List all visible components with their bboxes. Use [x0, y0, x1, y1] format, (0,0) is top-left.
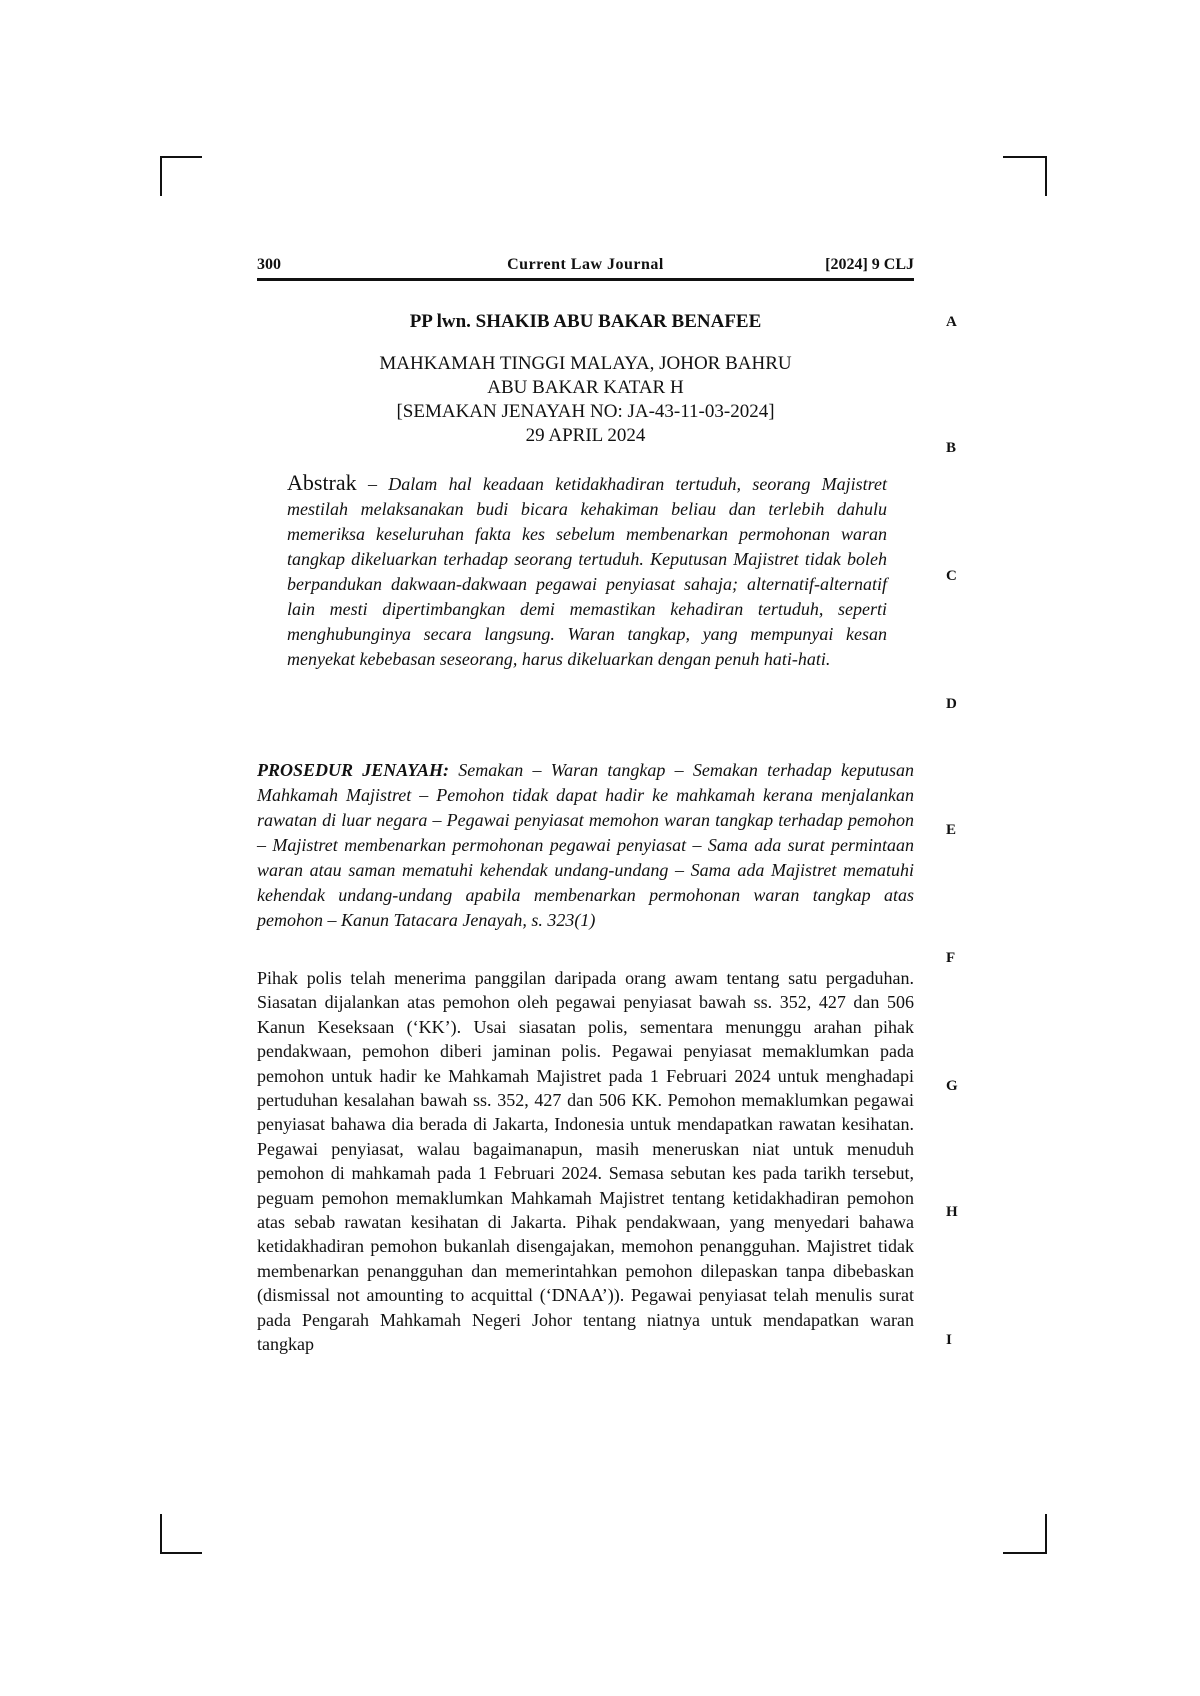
- judge-name: ABU BAKAR KATAR H: [487, 377, 684, 398]
- court-name: MAHKAMAH TINGGI MALAYA, JOHOR BAHRU: [379, 353, 792, 374]
- journal-citation: [2024] 9 CLJ: [825, 256, 914, 273]
- decision-date: 29 APRIL 2024: [525, 425, 646, 446]
- margin-letter-e: E: [946, 822, 957, 838]
- crop-mark-top-right-horizontal: [1003, 156, 1047, 158]
- body-paragraph: Pihak polis telah menerima panggilan daripada orang awam tentang satu pergaduhan. Siasatan dijalankan atas pemohon oleh pegawai penyiasat bawah ss. 352, 427 dan 506 Kanun Keseksaan (‘KK’). Usai siasatan polis, sementara menunggu arahan pihak pendakwaan, pemohon diberi jaminan polis. Pegawai penyiasat memaklumkan pada pemohon untuk hadir ke Mahkamah Majistret pada 1 Februari 2024 untuk menghadapi pertuduhan kesalahan bawah ss. 352, 427 dan 506 KK. Pemohon memaklumkan pegawai penyiasat bahawa dia berada di Jakarta, Indonesia untuk mendapatkan rawatan kesihatan. Pegawai penyiasat, walau bagaimanapun, masih meneruskan niat untuk menuduh pemohon di mahkamah pada 1 Februari 2024. Semasa sebutan kes pada tarikh tersebut, peguam pemohon memaklumkan Mahkamah Majistret tentang ketidakhadiran pemohon atas sebab rawatan kesihatan di Jakarta. Pihak pendakwaan, yang menyedari bahawa ketidakhadiran pemohon bukanlah disengajakan, memohon penangguhan. Majistret tidak membenarkan penangguhan dan memerintahkan pemohon dilepaskan tanpa dibebaskan (dismissal not amounting to acquittal (‘DNAA’)). Pegawai penyiasat telah menulis surat pada Pengarah Mahkamah Negeri Johor tentang niatnya untuk mendapatkan waran tangkap: [257, 968, 914, 1355]
- catchwords-label: PROSEDUR JENAYAH:: [257, 760, 449, 780]
- margin-letter-d: D: [946, 696, 957, 712]
- crop-mark-top-left-vertical: [160, 156, 162, 196]
- margin-letter-a: A: [946, 314, 957, 330]
- margin-letter-i: I: [946, 1332, 952, 1348]
- margin-letter-h: H: [946, 1204, 958, 1220]
- crop-mark-top-left-horizontal: [160, 156, 202, 158]
- abstract-label: Abstrak: [287, 470, 357, 495]
- margin-letter-f: F: [946, 950, 956, 966]
- case-number: [SEMAKAN JENAYAH NO: JA-43-11-03-2024]: [396, 401, 775, 422]
- crop-mark-bottom-right-horizontal: [1003, 1552, 1047, 1554]
- catchwords-text: Semakan – Waran tangkap – Semakan terhadap keputusan Mahkamah Majistret – Pemohon tidak dapat hadir ke mahkamah kerana menjalankan rawatan di luar negara – Pegawai penyiasat memohon waran tangkap terhadap pemohon – Majistret membenarkan permohonan pegawai penyiasat – Sama ada surat permintaan waran atau saman mematuhi kehendak undang-undang – Sama ada Majistret mematuhi kehendak undang-undang apabila membenarkan permohonan waran tangkap atas pemohon – Kanun Tatacara Jenayah, s. 323(1): [257, 760, 915, 930]
- abstract-text: – Dalam hal keadaan ketidakhadiran tertuduh, seorang Majistret mestilah melaksanakan budi bicara kehakiman beliau dan terlebih dahulu memeriksa keseluruhan fakta kes sebelum membenarkan permohonan waran tangkap dikeluarkan terhadap seorang tertuduh. Keputusan Majistret tidak boleh berpandukan dakwaan-dakwaan pegawai penyiasat sahaja; alternatif-alternatif lain mesti dipertimbangkan demi memastikan kehadiran tertuduh, seperti menghubunginya secara langsung. Waran tangkap, yang mempunyai kesan menyekat kebebasan seseorang, harus dikeluarkan dengan penuh hati-hati.: [287, 474, 888, 669]
- margin-letter-c: C: [946, 568, 957, 584]
- case-details: [257, 310, 914, 448]
- margin-letter-b: B: [946, 440, 957, 456]
- crop-mark-top-right-vertical: [1045, 156, 1047, 196]
- crop-mark-bottom-left-vertical: [160, 1514, 162, 1554]
- running-header: [257, 252, 914, 281]
- page-number: 300: [257, 256, 281, 273]
- case-title: PP lwn. SHAKIB ABU BAKAR BENAFEE: [409, 311, 762, 332]
- crop-mark-bottom-right-vertical: [1045, 1514, 1047, 1554]
- catchwords: [257, 758, 914, 933]
- margin-letter-g: G: [946, 1078, 958, 1094]
- abstract: [287, 470, 887, 672]
- journal-name: Current Law Journal: [507, 256, 664, 273]
- crop-mark-bottom-left-horizontal: [160, 1552, 202, 1554]
